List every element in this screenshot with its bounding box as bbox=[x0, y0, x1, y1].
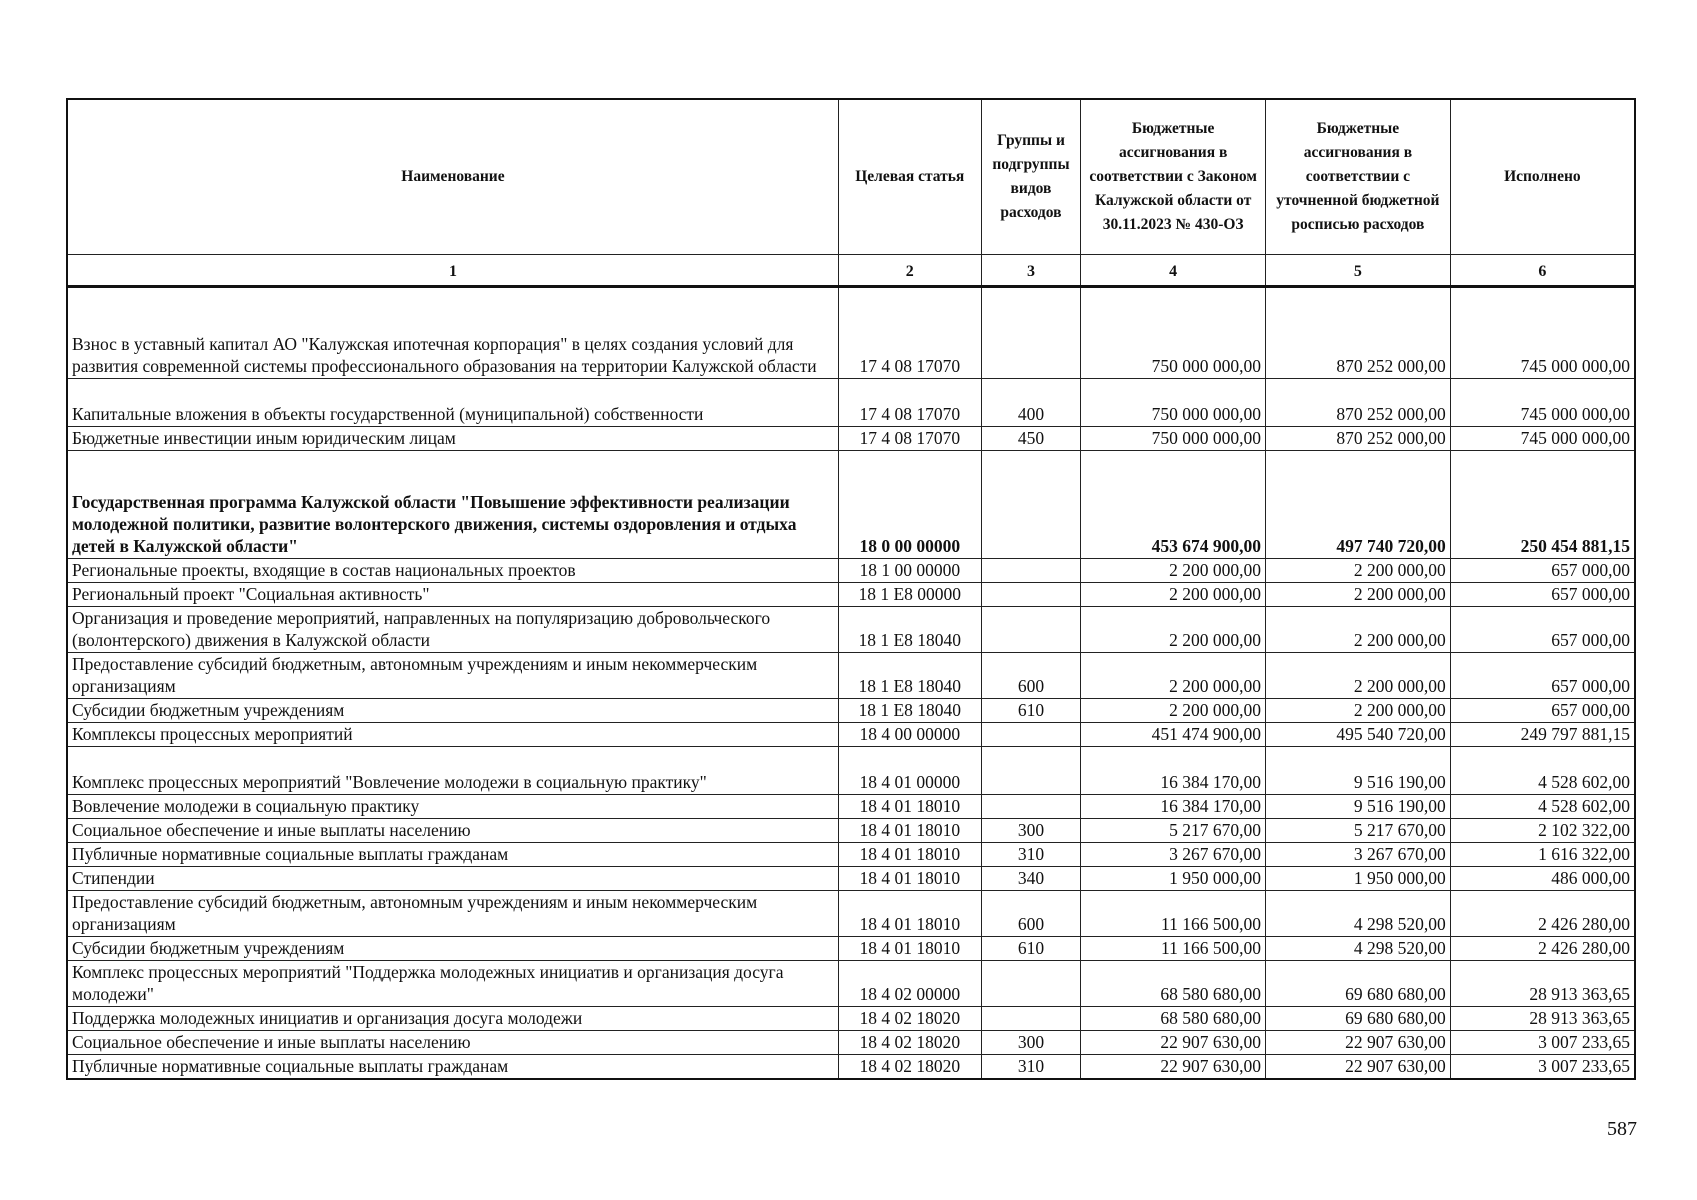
row-name-cell: Организация и проведение мероприятий, направленных на популяризацию добровольческого (волонтерского) движения в Калужской области bbox=[67, 607, 838, 653]
row-target-article-cell: 18 1 00 00000 bbox=[838, 559, 981, 583]
row-refined-allocation-cell: 495 540 720,00 bbox=[1266, 723, 1451, 747]
row-target-article-cell: 18 4 01 18010 bbox=[838, 937, 981, 961]
row-refined-allocation-cell: 2 200 000,00 bbox=[1266, 699, 1451, 723]
row-expense-group-cell: 450 bbox=[981, 427, 1081, 451]
row-law-allocation-cell: 750 000 000,00 bbox=[1081, 427, 1266, 451]
row-target-article-cell: 18 4 01 18010 bbox=[838, 819, 981, 843]
row-law-allocation-cell: 16 384 170,00 bbox=[1081, 795, 1266, 819]
row-expense-group-cell: 300 bbox=[981, 819, 1081, 843]
header-expense-groups: Группы и подгруппы видов расходов bbox=[981, 99, 1081, 255]
row-name-cell: Взнос в уставный капитал АО "Калужская ипотечная корпорация" в целях создания условий для развития современной системы профессионального образования на территории Калужской области bbox=[67, 287, 838, 379]
row-law-allocation-cell: 2 200 000,00 bbox=[1081, 653, 1266, 699]
row-law-allocation-cell: 1 950 000,00 bbox=[1081, 867, 1266, 891]
row-name-cell: Капитальные вложения в объекты государственной (муниципальной) собственности bbox=[67, 379, 838, 427]
row-expense-group-cell: 310 bbox=[981, 1055, 1081, 1080]
table-row bbox=[67, 819, 1635, 843]
row-executed-cell: 2 426 280,00 bbox=[1450, 937, 1635, 961]
row-law-allocation-cell: 11 166 500,00 bbox=[1081, 937, 1266, 961]
table-row bbox=[67, 379, 1635, 427]
row-executed-cell: 1 616 322,00 bbox=[1450, 843, 1635, 867]
row-name-cell: Бюджетные инвестиции иным юридическим лицам bbox=[67, 427, 838, 451]
table-row bbox=[67, 699, 1635, 723]
row-name-cell: Комплекс процессных мероприятий "Вовлечение молодежи в социальную практику" bbox=[67, 747, 838, 795]
row-law-allocation-cell: 22 907 630,00 bbox=[1081, 1031, 1266, 1055]
row-target-article-cell: 18 4 01 18010 bbox=[838, 867, 981, 891]
row-target-article-cell: 18 1 E8 18040 bbox=[838, 653, 981, 699]
row-refined-allocation-cell: 3 267 670,00 bbox=[1266, 843, 1451, 867]
row-executed-cell: 745 000 000,00 bbox=[1450, 379, 1635, 427]
row-refined-allocation-cell: 2 200 000,00 bbox=[1266, 607, 1451, 653]
row-expense-group-cell bbox=[981, 795, 1081, 819]
row-name-cell: Региональные проекты, входящие в состав национальных проектов bbox=[67, 559, 838, 583]
row-law-allocation-cell: 750 000 000,00 bbox=[1081, 287, 1266, 379]
row-executed-cell: 3 007 233,65 bbox=[1450, 1031, 1635, 1055]
column-number: 6 bbox=[1450, 255, 1635, 287]
row-name-cell: Социальное обеспечение и иные выплаты населению bbox=[67, 819, 838, 843]
row-refined-allocation-cell: 2 200 000,00 bbox=[1266, 653, 1451, 699]
row-executed-cell: 657 000,00 bbox=[1450, 607, 1635, 653]
row-law-allocation-cell: 2 200 000,00 bbox=[1081, 583, 1266, 607]
table-row bbox=[67, 723, 1635, 747]
table-row bbox=[67, 287, 1635, 379]
row-target-article-cell: 17 4 08 17070 bbox=[838, 379, 981, 427]
table-row bbox=[67, 583, 1635, 607]
row-executed-cell: 486 000,00 bbox=[1450, 867, 1635, 891]
header-law-allocations: Бюджетные ассигнования в соответствии с Законом Калужской области от 30.11.2023 № 430-ОЗ bbox=[1081, 99, 1266, 255]
row-target-article-cell: 18 4 00 00000 bbox=[838, 723, 981, 747]
row-name-cell: Поддержка молодежных инициатив и организация досуга молодежи bbox=[67, 1007, 838, 1031]
row-expense-group-cell bbox=[981, 1007, 1081, 1031]
row-law-allocation-cell: 453 674 900,00 bbox=[1081, 451, 1266, 559]
header-refined-allocations: Бюджетные ассигнования в соответствии с уточненной бюджетной росписью расходов bbox=[1266, 99, 1451, 255]
row-refined-allocation-cell: 4 298 520,00 bbox=[1266, 891, 1451, 937]
row-target-article-cell: 18 1 E8 00000 bbox=[838, 583, 981, 607]
row-executed-cell: 657 000,00 bbox=[1450, 583, 1635, 607]
row-executed-cell: 28 913 363,65 bbox=[1450, 1007, 1635, 1031]
column-number: 5 bbox=[1266, 255, 1451, 287]
table-row bbox=[67, 559, 1635, 583]
row-target-article-cell: 18 4 01 18010 bbox=[838, 843, 981, 867]
row-target-article-cell: 18 4 02 00000 bbox=[838, 961, 981, 1007]
row-name-cell: Региональный проект "Социальная активность" bbox=[67, 583, 838, 607]
row-law-allocation-cell: 68 580 680,00 bbox=[1081, 1007, 1266, 1031]
row-executed-cell: 3 007 233,65 bbox=[1450, 1055, 1635, 1080]
row-executed-cell: 4 528 602,00 bbox=[1450, 795, 1635, 819]
row-target-article-cell: 17 4 08 17070 bbox=[838, 427, 981, 451]
row-expense-group-cell: 340 bbox=[981, 867, 1081, 891]
row-expense-group-cell bbox=[981, 607, 1081, 653]
row-law-allocation-cell: 11 166 500,00 bbox=[1081, 891, 1266, 937]
page-number: 587 bbox=[1607, 1118, 1637, 1140]
row-expense-group-cell: 600 bbox=[981, 891, 1081, 937]
row-refined-allocation-cell: 69 680 680,00 bbox=[1266, 961, 1451, 1007]
table-row bbox=[67, 867, 1635, 891]
row-refined-allocation-cell: 2 200 000,00 bbox=[1266, 559, 1451, 583]
row-law-allocation-cell: 68 580 680,00 bbox=[1081, 961, 1266, 1007]
table-row bbox=[67, 795, 1635, 819]
row-law-allocation-cell: 5 217 670,00 bbox=[1081, 819, 1266, 843]
row-name-cell: Стипендии bbox=[67, 867, 838, 891]
row-refined-allocation-cell: 22 907 630,00 bbox=[1266, 1031, 1451, 1055]
row-expense-group-cell: 400 bbox=[981, 379, 1081, 427]
row-expense-group-cell bbox=[981, 583, 1081, 607]
row-target-article-cell: 18 4 01 18010 bbox=[838, 891, 981, 937]
table-row bbox=[67, 1055, 1635, 1080]
row-executed-cell: 249 797 881,15 bbox=[1450, 723, 1635, 747]
row-target-article-cell: 18 4 02 18020 bbox=[838, 1055, 981, 1080]
row-name-cell: Публичные нормативные социальные выплаты гражданам bbox=[67, 1055, 838, 1080]
row-target-article-cell: 17 4 08 17070 bbox=[838, 287, 981, 379]
header-name: Наименование bbox=[67, 99, 838, 255]
column-number-row bbox=[67, 255, 1635, 287]
row-expense-group-cell bbox=[981, 747, 1081, 795]
row-law-allocation-cell: 2 200 000,00 bbox=[1081, 559, 1266, 583]
row-name-cell: Субсидии бюджетным учреждениям bbox=[67, 937, 838, 961]
row-executed-cell: 657 000,00 bbox=[1450, 699, 1635, 723]
row-law-allocation-cell: 750 000 000,00 bbox=[1081, 379, 1266, 427]
row-expense-group-cell bbox=[981, 723, 1081, 747]
row-executed-cell: 28 913 363,65 bbox=[1450, 961, 1635, 1007]
row-refined-allocation-cell: 9 516 190,00 bbox=[1266, 795, 1451, 819]
column-number: 2 bbox=[838, 255, 981, 287]
row-executed-cell: 250 454 881,15 bbox=[1450, 451, 1635, 559]
row-expense-group-cell bbox=[981, 961, 1081, 1007]
table-row bbox=[67, 1007, 1635, 1031]
row-name-cell: Предоставление субсидий бюджетным, автономным учреждениям и иным некоммерческим организациям bbox=[67, 891, 838, 937]
row-executed-cell: 2 102 322,00 bbox=[1450, 819, 1635, 843]
row-law-allocation-cell: 22 907 630,00 bbox=[1081, 1055, 1266, 1080]
row-law-allocation-cell: 3 267 670,00 bbox=[1081, 843, 1266, 867]
row-name-cell: Субсидии бюджетным учреждениям bbox=[67, 699, 838, 723]
table-body bbox=[67, 287, 1635, 1080]
column-number: 4 bbox=[1081, 255, 1266, 287]
row-executed-cell: 2 426 280,00 bbox=[1450, 891, 1635, 937]
row-expense-group-cell bbox=[981, 559, 1081, 583]
row-target-article-cell: 18 0 00 00000 bbox=[838, 451, 981, 559]
column-number: 1 bbox=[67, 255, 838, 287]
row-refined-allocation-cell: 870 252 000,00 bbox=[1266, 379, 1451, 427]
header-executed: Исполнено bbox=[1450, 99, 1635, 255]
row-target-article-cell: 18 1 E8 18040 bbox=[838, 699, 981, 723]
table-row bbox=[67, 653, 1635, 699]
row-law-allocation-cell: 451 474 900,00 bbox=[1081, 723, 1266, 747]
row-refined-allocation-cell: 2 200 000,00 bbox=[1266, 583, 1451, 607]
table-row bbox=[67, 747, 1635, 795]
row-law-allocation-cell: 16 384 170,00 bbox=[1081, 747, 1266, 795]
row-target-article-cell: 18 4 02 18020 bbox=[838, 1007, 981, 1031]
header-target-article: Целевая статья bbox=[838, 99, 981, 255]
table-row bbox=[67, 961, 1635, 1007]
row-name-cell: Предоставление субсидий бюджетным, автономным учреждениям и иным некоммерческим организациям bbox=[67, 653, 838, 699]
budget-execution-table bbox=[66, 98, 1636, 1080]
table-header-row bbox=[67, 99, 1635, 255]
table-row bbox=[67, 451, 1635, 559]
row-name-cell: Вовлечение молодежи в социальную практику bbox=[67, 795, 838, 819]
row-expense-group-cell: 300 bbox=[981, 1031, 1081, 1055]
row-refined-allocation-cell: 497 740 720,00 bbox=[1266, 451, 1451, 559]
row-target-article-cell: 18 1 E8 18040 bbox=[838, 607, 981, 653]
table-row bbox=[67, 843, 1635, 867]
row-refined-allocation-cell: 9 516 190,00 bbox=[1266, 747, 1451, 795]
table-row bbox=[67, 1031, 1635, 1055]
row-law-allocation-cell: 2 200 000,00 bbox=[1081, 699, 1266, 723]
row-refined-allocation-cell: 1 950 000,00 bbox=[1266, 867, 1451, 891]
row-executed-cell: 745 000 000,00 bbox=[1450, 287, 1635, 379]
row-refined-allocation-cell: 5 217 670,00 bbox=[1266, 819, 1451, 843]
row-expense-group-cell: 610 bbox=[981, 699, 1081, 723]
row-name-cell: Государственная программа Калужской области "Повышение эффективности реализации молодежной политики, развитие волонтерского движения, системы оздоровления и отдыха детей в Калужской области" bbox=[67, 451, 838, 559]
row-refined-allocation-cell: 870 252 000,00 bbox=[1266, 427, 1451, 451]
table-row bbox=[67, 891, 1635, 937]
row-expense-group-cell: 600 bbox=[981, 653, 1081, 699]
row-expense-group-cell: 310 bbox=[981, 843, 1081, 867]
table-row bbox=[67, 937, 1635, 961]
row-executed-cell: 4 528 602,00 bbox=[1450, 747, 1635, 795]
row-name-cell: Публичные нормативные социальные выплаты гражданам bbox=[67, 843, 838, 867]
row-target-article-cell: 18 4 01 00000 bbox=[838, 747, 981, 795]
row-law-allocation-cell: 2 200 000,00 bbox=[1081, 607, 1266, 653]
row-name-cell: Комплексы процессных мероприятий bbox=[67, 723, 838, 747]
row-executed-cell: 657 000,00 bbox=[1450, 653, 1635, 699]
table-row bbox=[67, 427, 1635, 451]
row-target-article-cell: 18 4 02 18020 bbox=[838, 1031, 981, 1055]
row-refined-allocation-cell: 69 680 680,00 bbox=[1266, 1007, 1451, 1031]
row-expense-group-cell bbox=[981, 451, 1081, 559]
row-target-article-cell: 18 4 01 18010 bbox=[838, 795, 981, 819]
row-executed-cell: 657 000,00 bbox=[1450, 559, 1635, 583]
row-expense-group-cell: 610 bbox=[981, 937, 1081, 961]
column-number: 3 bbox=[981, 255, 1081, 287]
row-refined-allocation-cell: 22 907 630,00 bbox=[1266, 1055, 1451, 1080]
row-executed-cell: 745 000 000,00 bbox=[1450, 427, 1635, 451]
row-refined-allocation-cell: 4 298 520,00 bbox=[1266, 937, 1451, 961]
row-name-cell: Социальное обеспечение и иные выплаты населению bbox=[67, 1031, 838, 1055]
row-refined-allocation-cell: 870 252 000,00 bbox=[1266, 287, 1451, 379]
row-expense-group-cell bbox=[981, 287, 1081, 379]
row-name-cell: Комплекс процессных мероприятий "Поддержка молодежных инициатив и организация досуга молодежи" bbox=[67, 961, 838, 1007]
table-row bbox=[67, 607, 1635, 653]
